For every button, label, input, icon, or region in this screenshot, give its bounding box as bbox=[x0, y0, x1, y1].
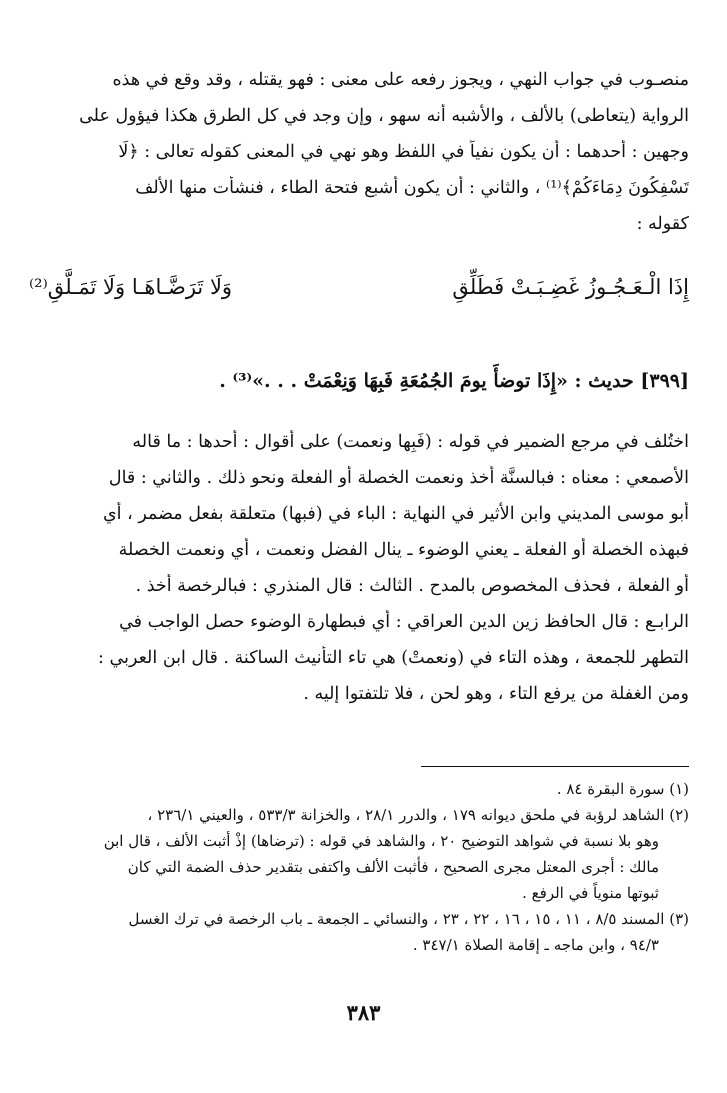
poem-hemistich-second: وَلَا تَرَضَّـاهَـا وَلَا تَمَـلَّقِ⁽²⁾ bbox=[29, 275, 233, 299]
text-line: تَسْفِكُونَ دِمَاءَكُمْ﴾⁽¹⁾ ، والثاني : أن يكون أشبع فتحة الطاء ، فنشأت منها الألف bbox=[135, 178, 689, 198]
main-text-block-1 bbox=[29, 68, 689, 248]
text-line: الرابـع : قال الحافظ زين الدين العراقي : أي فبطهارة الوضوء حصل الواجب في bbox=[119, 612, 689, 632]
text-line: الرواية (يتعاطى) بالألف ، والأشبه أنه سهو ، وإن وجد في كل الطرق هكذا فيؤول على bbox=[79, 106, 689, 126]
footnote-divider bbox=[421, 766, 689, 767]
footnote-line: (٢) الشاهد لرؤبة في ملحق ديوانه ١٧٩ ، والدرر ٢٨/١ ، والخزانة ٥٣٣/٣ ، والعيني ٢٣٦/١ ، bbox=[147, 806, 689, 824]
footnote-line: ثبوتها منوياً في الرفع . bbox=[522, 884, 659, 902]
hadith-heading: [٣٩٩] حديث : «إِذَا توضأَ يومَ الجُمُعَةِ فَبِهَا وَنِعْمَتْ . . .»⁽³⁾ . bbox=[219, 370, 689, 392]
text-line: وجهين : أحدهما : أن يكون نفياً في اللفظ وهو نهي في المعنى كقوله تعالى : ﴿لَا bbox=[118, 142, 689, 162]
poem-hemistich-first: إِذَا الْـعَـجُـوزُ غَضِـبَـتْ فَطَلِّقِ bbox=[452, 275, 689, 299]
text-line: فبهذه الخصلة أو الفعلة ـ يعني الوضوء ـ ينال الفضل ونعمت ، أي ونعمت الخصلة bbox=[118, 540, 689, 560]
text-line: أبو موسى المديني وابن الأثير في النهاية : الباء في (فبها) متعلقة بفعل مضمر ، أي bbox=[102, 504, 689, 524]
footnotes bbox=[29, 776, 689, 958]
text-line: منصـوب في جواب النهي ، ويجوز رفعه على معنى : فهو يقتله ، وقد وقع في هذه bbox=[112, 70, 689, 90]
text-line: أو الفعلة ، فحذف المخصوص بالمدح . الثالث : قال المنذري : فبالرخصة أخذ . bbox=[135, 576, 689, 596]
page-number: ٣٨٣ bbox=[346, 1000, 381, 1025]
footnote-line: (٣) المسند ٨/٥ ، ١١ ، ١٥ ، ١٦ ، ٢٢ ، ٢٣ ، والنسائي ـ الجمعة ـ باب الرخصة في ترك الغسل bbox=[128, 910, 689, 928]
main-text-block-2 bbox=[29, 430, 689, 718]
footnote-line: وهو بلا نسبة في شواهد التوضيح ٢٠ ، والشاهد في قوله : (ترضاها) إذْ أثبت الألف ، قال ابن bbox=[103, 832, 659, 850]
text-line: ومن الغفلة من يرفع التاء ، وهو لحن ، فلا تلتفتوا إليه . bbox=[303, 684, 689, 704]
footnote-line: (١) سورة البقرة ٨٤ . bbox=[556, 780, 689, 798]
poem-verse bbox=[29, 275, 689, 299]
text-line: كقوله : bbox=[636, 214, 689, 234]
text-line: الأصمعي : معناه : فبالسنَّة أخذ ونعمت الخصلة أو الفعلة ونحو ذلك . والثاني : قال bbox=[108, 468, 689, 488]
footnote-line: ٩٤/٣ ، وابن ماجه ـ إقامة الصلاة ٣٤٧/١ . bbox=[412, 936, 659, 954]
text-line: اختُلف في مرجع الضمير في قوله : (فَبِها ونعمت) على أقوال : أحدها : ما قاله bbox=[132, 432, 689, 452]
text-line: التطهر للجمعة ، وهذه التاء في (ونعمتْ) هي تاء التأنيث الساكنة . قال ابن العربي : bbox=[98, 648, 689, 668]
footnote-line: مالك : أجرى المعتل مجرى الصحيح ، فأثبت الألف واكتفى بتقدير حذف الضمة التي كان bbox=[127, 858, 659, 876]
